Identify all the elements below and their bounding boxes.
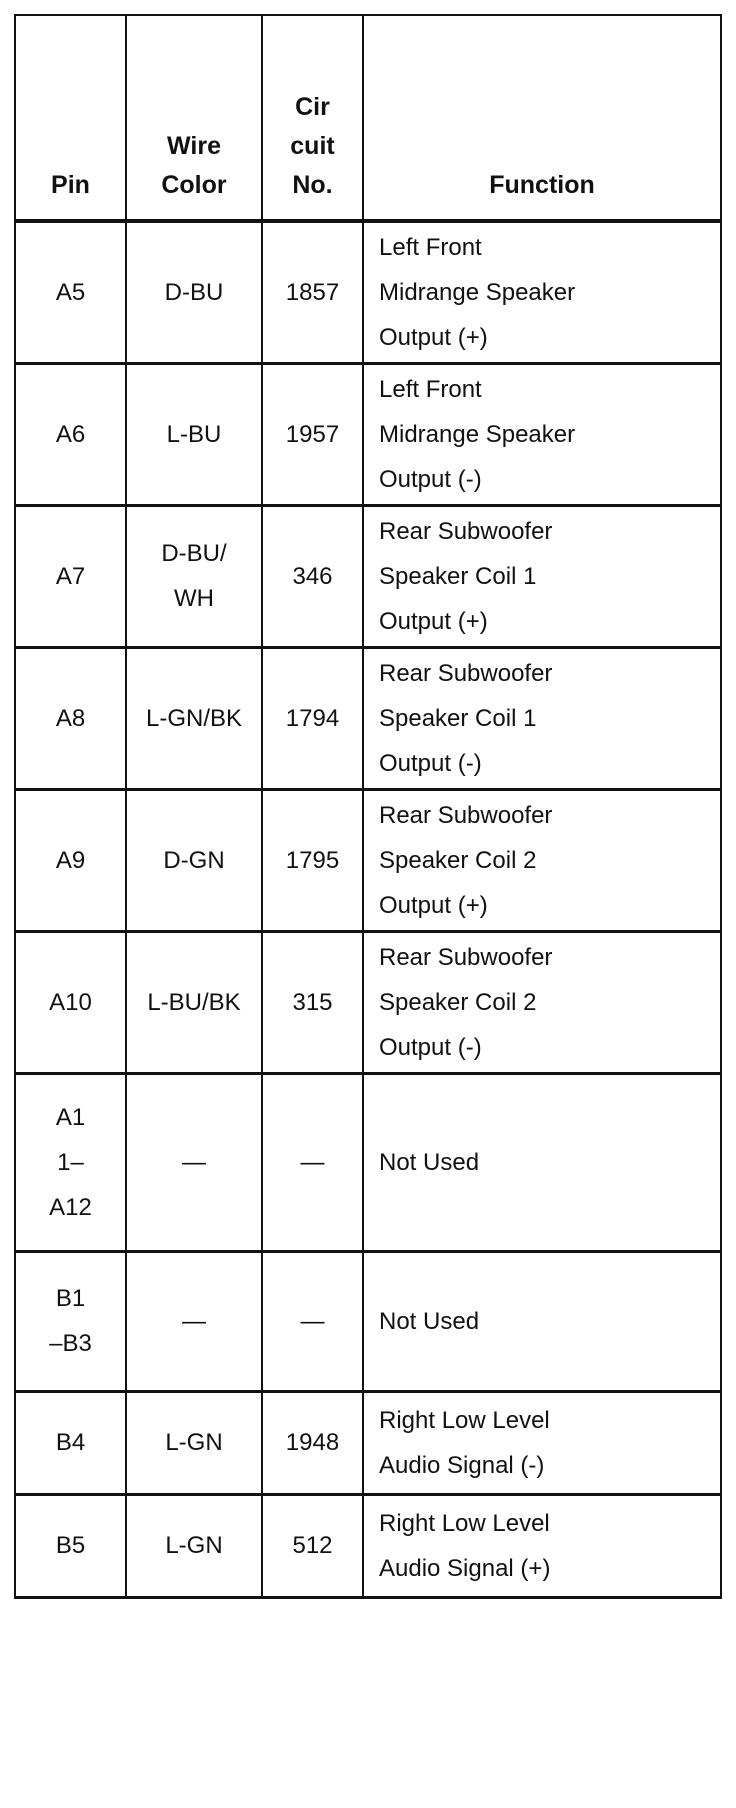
wire-color-cell: L-BU/BK: [126, 931, 262, 1073]
function-cell: Right Low Level Audio Signal (-): [363, 1391, 721, 1494]
pin-cell: A7: [15, 505, 126, 647]
wire-color-cell: —: [126, 1073, 262, 1251]
function-cell: Rear Subwoofer Speaker Coil 2 Output (-): [363, 931, 721, 1073]
pin-cell: A8: [15, 647, 126, 789]
function-cell: Left Front Midrange Speaker Output (+): [363, 221, 721, 363]
table-row: [15, 789, 721, 931]
header-circuit-no: Cir cuit No.: [262, 15, 363, 221]
function-cell: Rear Subwoofer Speaker Coil 2 Output (+): [363, 789, 721, 931]
function-cell: Not Used: [363, 1073, 721, 1251]
wire-color-cell: D-BU/ WH: [126, 505, 262, 647]
circuit-number-cell: 1794: [262, 647, 363, 789]
circuit-number-cell: —: [262, 1073, 363, 1251]
header-function: Function: [363, 15, 721, 221]
function-cell: Rear Subwoofer Speaker Coil 1 Output (+): [363, 505, 721, 647]
circuit-number-cell: —: [262, 1251, 363, 1391]
circuit-number-cell: 512: [262, 1494, 363, 1597]
table-row: [15, 505, 721, 647]
pin-cell: A1 1– A12: [15, 1073, 126, 1251]
pin-cell: B5: [15, 1494, 126, 1597]
header-wire-color: Wire Color: [126, 15, 262, 221]
table-row: [15, 363, 721, 505]
circuit-number-cell: 1795: [262, 789, 363, 931]
wire-color-cell: L-GN/BK: [126, 647, 262, 789]
circuit-number-cell: 1948: [262, 1391, 363, 1494]
table-row: [15, 1073, 721, 1251]
wire-color-cell: L-GN: [126, 1494, 262, 1597]
function-cell: Right Low Level Audio Signal (+): [363, 1494, 721, 1597]
pin-cell: A5: [15, 221, 126, 363]
circuit-number-cell: 346: [262, 505, 363, 647]
table-row: [15, 1251, 721, 1391]
function-cell: Left Front Midrange Speaker Output (-): [363, 363, 721, 505]
pin-cell: B4: [15, 1391, 126, 1494]
connector-pinout-table: [14, 14, 722, 1599]
header-row: [15, 15, 721, 221]
pin-cell: A6: [15, 363, 126, 505]
pin-cell: A10: [15, 931, 126, 1073]
wire-color-cell: D-BU: [126, 221, 262, 363]
circuit-number-cell: 315: [262, 931, 363, 1073]
table-row: [15, 221, 721, 363]
table-row: [15, 931, 721, 1073]
circuit-number-cell: 1957: [262, 363, 363, 505]
circuit-number-cell: 1857: [262, 221, 363, 363]
table-row: [15, 647, 721, 789]
function-cell: Not Used: [363, 1251, 721, 1391]
header-pin: Pin: [15, 15, 126, 221]
wire-color-cell: L-BU: [126, 363, 262, 505]
wire-color-cell: D-GN: [126, 789, 262, 931]
wire-color-cell: —: [126, 1251, 262, 1391]
wire-color-cell: L-GN: [126, 1391, 262, 1494]
pin-cell: B1 –B3: [15, 1251, 126, 1391]
table-row: [15, 1391, 721, 1494]
function-cell: Rear Subwoofer Speaker Coil 1 Output (-): [363, 647, 721, 789]
table-row: [15, 1494, 721, 1597]
pin-cell: A9: [15, 789, 126, 931]
